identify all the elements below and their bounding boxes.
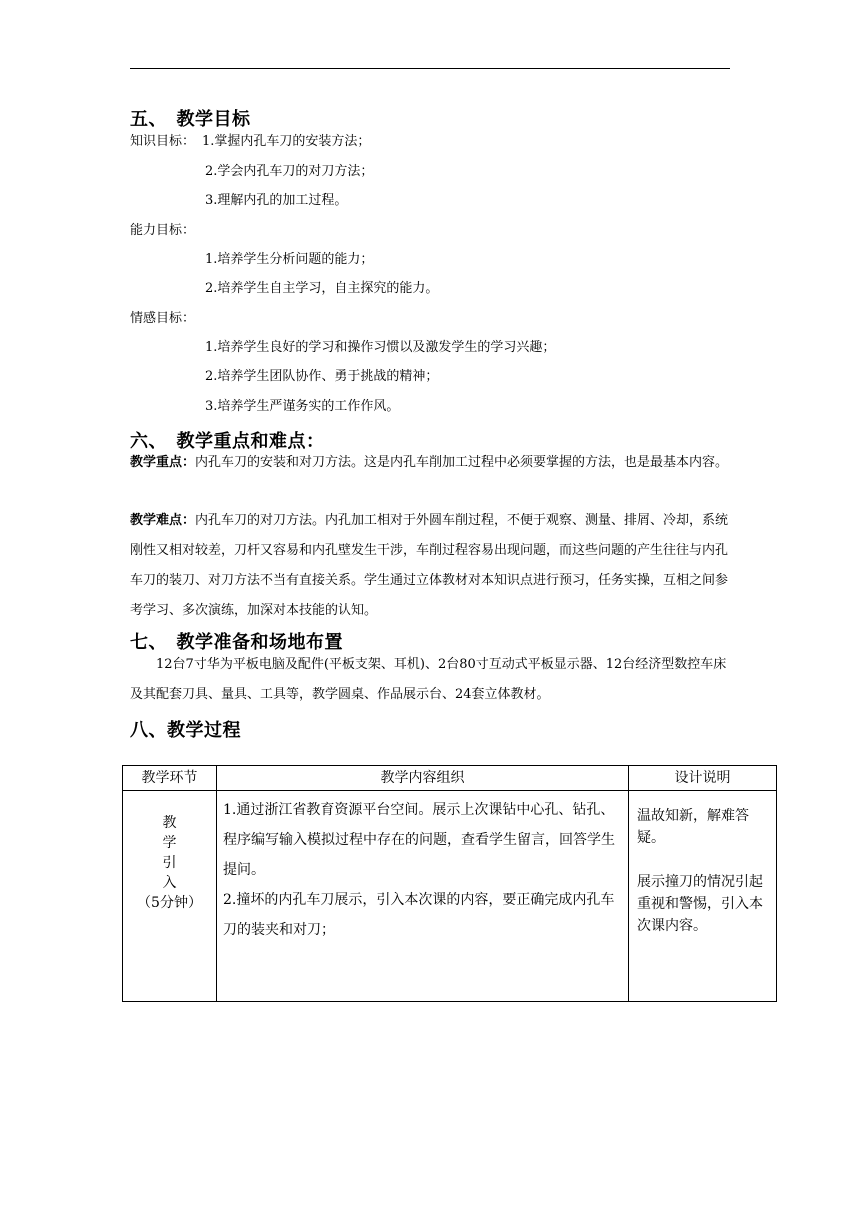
key-point-text: 内孔车刀的安装和对刀方法。这是内孔车削加工过程中必须要掌握的方法，也是最基本内容。: [195, 455, 729, 470]
knowledge-item: 1.掌握内孔车刀的安装方法；: [202, 134, 371, 149]
stage-cell: [123, 791, 217, 1002]
note-item: 温故知新，解难答疑。: [637, 808, 749, 846]
table-row: [123, 791, 777, 1002]
column-header: 教学内容组织: [217, 766, 629, 791]
emotion-label: 情感目标：: [130, 311, 196, 326]
note-item: 展示撞刀的情况引起重视和警惕，引入本次课内容。: [637, 874, 763, 934]
difficult-point-paragraph: [130, 506, 730, 626]
content-item: 2.撞坏的内孔车刀展示，引入本次课的内容，要正确完成内孔车刀的装夹和对刀；: [223, 892, 615, 938]
teaching-process-table: [122, 765, 777, 1002]
knowledge-label: 知识目标：: [130, 134, 196, 149]
stage-line: 教: [162, 815, 177, 831]
difficult-point-text: 内孔车刀的对刀方法。内孔加工相对于外圆车削过程，不便于观察、测量、排屑、冷却，系统刚性又相对较差，刀杆又容易和内孔壁发生干涉，车削过程容易出现问题，而这些问题的产生往往与内孔车刀的装刀、对刀方法不当有直接关系。学生通过立体教材对本知识点进行预习，任务实操，互相之间参考学习、多次演练，加深对本技能的认知。: [130, 513, 729, 618]
emotion-item: 2.培养学生团队协作、勇于挑战的精神；: [205, 369, 439, 384]
difficult-point-label: 教学难点：: [130, 513, 196, 528]
section-8-title: 八、教学过程: [130, 720, 241, 741]
knowledge-item: 3.理解内孔的加工过程。: [205, 193, 348, 208]
content-cell: [217, 791, 629, 1002]
content-item: 1.通过浙江省教育资源平台空间。展示上次课钻中心孔、钻孔、程序编写输入模拟过程中存在的问题，查看学生留言，回答学生提问。: [223, 802, 615, 878]
ability-item: 2.培养学生自主学习，自主探究的能力。: [205, 281, 439, 296]
knowledge-item: 2.学会内孔车刀的对刀方法；: [205, 164, 374, 179]
key-point-paragraph: [130, 448, 730, 478]
stage-line: （5分钟）: [137, 895, 202, 911]
section-6-title: 六、 教学重点和难点：: [130, 431, 325, 452]
ability-item: 1.培养学生分析问题的能力；: [205, 252, 374, 267]
header-rule: [130, 68, 730, 69]
emotion-item: 1.培养学生良好的学习和操作习惯以及激发学生的学习兴趣；: [205, 340, 556, 355]
stage-line: 引: [162, 855, 177, 871]
stage-line: 学: [162, 835, 177, 851]
table-header-row: [123, 766, 777, 791]
section-5-title: 五、 教学目标: [130, 109, 251, 130]
key-point-label: 教学重点：: [130, 455, 196, 470]
section-7-title: 七、 教学准备和场地布置: [130, 632, 343, 653]
ability-label: 能力目标：: [130, 223, 196, 238]
note-cell: [629, 791, 777, 1002]
column-header: 教学环节: [123, 766, 217, 791]
column-header: 设计说明: [629, 766, 777, 791]
stage-line: 入: [162, 875, 177, 891]
emotion-item: 3.培养学生严谨务实的工作作风。: [205, 399, 400, 414]
preparation-paragraph: 12台7寸华为平板电脑及配件(平板支架、耳机)、2台80寸互动式平板显示器、12台经济型数控车床及其配套刀具、量具、工具等，教学圆桌、作品展示台、24套立体教材。: [130, 657, 727, 702]
